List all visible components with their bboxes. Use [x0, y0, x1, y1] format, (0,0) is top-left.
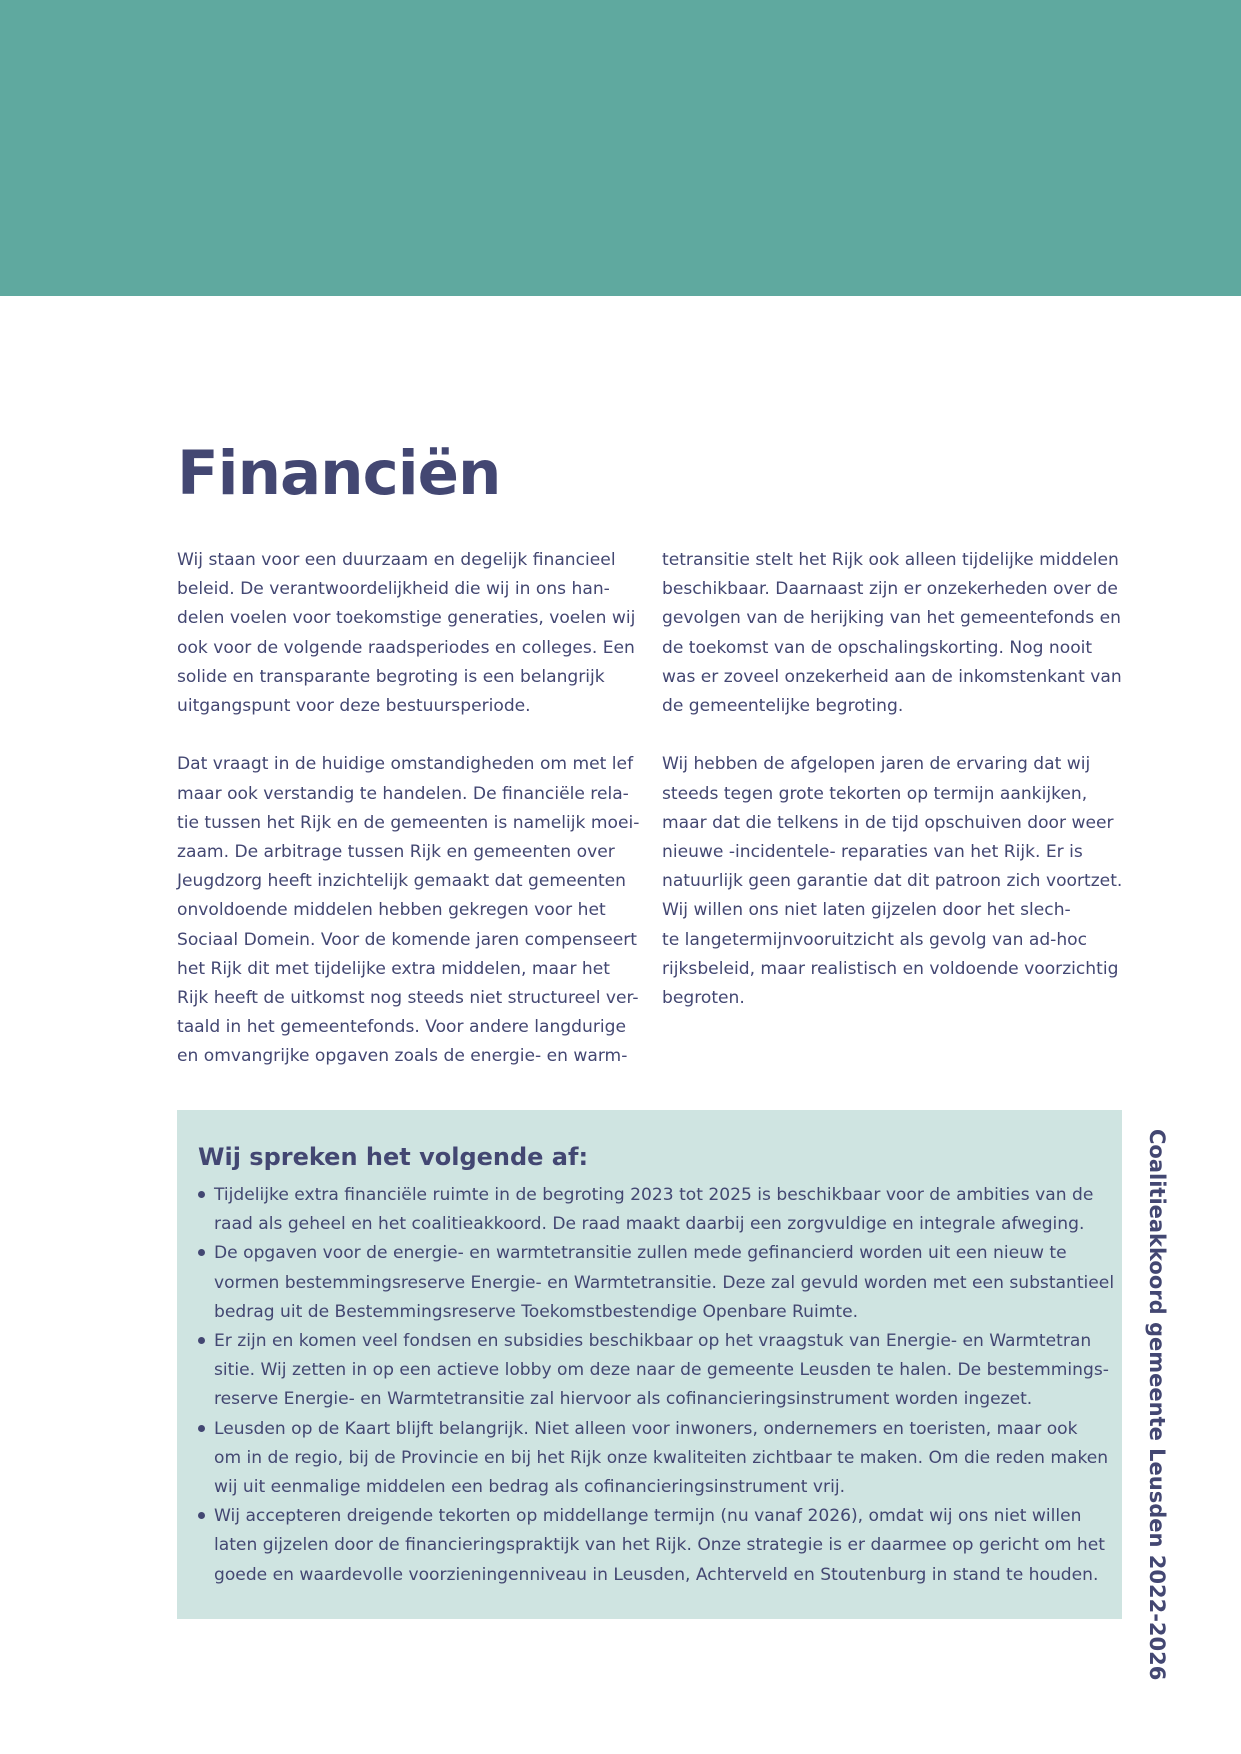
paragraph: [662, 546, 1122, 721]
text-line: De opgaven voor de energie- en warmtetransitie zullen mede gefinancierd worden uit een nieuw te: [214, 1243, 1067, 1264]
text-line: te langetermijnvooruitzicht als gevolg van ad-hoc: [662, 929, 1088, 950]
right-column: [662, 546, 1122, 1042]
text-line: laten gijzelen door de financieringspraktijk van het Rijk. Onze strategie is er daarmee op gericht om het: [214, 1535, 1105, 1556]
text-line: maar dat die telkens in de tijd opschuiven door weer: [662, 812, 1114, 833]
text-line: Wij hebben de afgelopen jaren de ervaring dat wij: [662, 754, 1091, 775]
text-line: het Rijk dit met tijdelijke extra middelen, maar het: [177, 958, 610, 979]
page-title: Financiën: [177, 438, 501, 509]
text-line: rijksbeleid, maar realistisch en voldoende voorzichtig: [662, 958, 1119, 979]
text-line: natuurlijk geen garantie dat dit patroon zich voortzet.: [662, 871, 1123, 892]
list-item: [198, 1327, 1114, 1415]
text-line: steeds tegen grote tekorten op termijn aankijken,: [662, 783, 1088, 804]
list-item: [198, 1239, 1114, 1327]
header-color-band: [0, 0, 1241, 296]
text-line: zaam. De arbitrage tussen Rijk en gemeenten over: [177, 842, 615, 863]
paragraph: [177, 750, 640, 1071]
text-line: Tijdelijke extra financiële ruimte in de begroting 2023 tot 2025 is beschikbaar voor de ambities van de: [214, 1185, 1094, 1205]
text-line: gevolgen van de herijking van het gemeentefonds en: [662, 608, 1121, 629]
document-title-vertical: Coalitieakkoord gemeente Leusden 2022-2026: [1145, 1129, 1169, 1681]
agreements-list: [198, 1181, 1114, 1590]
text-line: Er zijn en komen veel fondsen en subsidies beschikbaar op het vraagstuk van Energie- en Warmtetran: [214, 1331, 1092, 1352]
text-line: Wij staan voor een duurzaam en degelijk financieel: [177, 550, 616, 570]
text-line: bedrag uit de Bestemmingsreserve Toekomstbestendige Openbare Ruimte.: [214, 1301, 859, 1322]
text-line: nieuwe -incidentele- reparaties van het Rijk. Er is: [662, 842, 1083, 863]
agreements-heading: Wij spreken het volgende af:: [198, 1143, 589, 1171]
text-line: beleid. De verantwoordelijkheid die wij in ons han-: [177, 579, 610, 600]
text-line: goede en waardevolle voorzieningenniveau in Leusden, Achterveld en Stoutenburg in stand te houden.: [214, 1564, 1099, 1585]
text-line: Jeugdzorg heeft inzichtelijk gemaakt dat gemeenten: [177, 871, 626, 892]
bullet-icon: [198, 1337, 205, 1344]
text-line: de gemeentelijke begroting.: [662, 696, 904, 717]
paragraph: [177, 546, 637, 721]
text-line: solide en transparante begroting is een belangrijk: [177, 666, 605, 687]
text-line: beschikbaar. Daarnaast zijn er onzekerheden over de: [662, 579, 1118, 600]
list-item: [198, 1181, 1114, 1239]
body-columns: [177, 546, 1122, 1066]
text-line: Dat vraagt in de huidige omstandigheden om met lef: [177, 754, 634, 775]
bullet-icon: [198, 1249, 205, 1256]
text-line: onvoldoende middelen hebben gekregen voor het: [177, 900, 606, 921]
text-line: Wij willen ons niet laten gijzelen door het slech-: [662, 900, 1071, 921]
text-line: Sociaal Domein. Voor de komende jaren compenseert: [177, 929, 637, 950]
text-line: om in de regio, bij de Provincie en bij het Rijk onze kwaliteiten zichtbaar te maken. Om die reden maken: [214, 1447, 1109, 1468]
text-line: reserve Energie- en Warmtetransitie zal hiervoor als cofinancieringsinstrument worden ingezet.: [214, 1389, 1033, 1410]
left-column: [177, 546, 640, 1101]
bullet-icon: [198, 1191, 205, 1198]
side-label: [1131, 1129, 1171, 1681]
bullet-icon: [198, 1512, 205, 1519]
paragraph: [662, 750, 1122, 1013]
text-line: was er zoveel onzekerheid aan de inkomstenkant van: [662, 666, 1122, 687]
list-item: [198, 1415, 1114, 1503]
text-line: sitie. Wij zetten in op een actieve lobby om deze naar de gemeente Leusden te halen. De bestemmings-: [214, 1360, 1109, 1381]
text-line: ook voor de volgende raadsperiodes en colleges. Een: [177, 637, 635, 658]
text-line: wij uit eenmalige middelen een bedrag als cofinancieringsinstrument vrij.: [214, 1477, 846, 1498]
text-line: maar ook verstandig te handelen. De financiële rela-: [177, 783, 629, 804]
text-line: uitgangspunt voor deze bestuursperiode.: [177, 696, 531, 717]
text-line: vormen bestemmingsreserve Energie- en Warmtetransitie. Deze zal gevuld worden met een substantieel: [214, 1272, 1115, 1293]
text-line: delen voelen voor toekomstige generaties, voelen wij: [177, 608, 636, 629]
agreements-box: [177, 1110, 1122, 1619]
text-line: Wij accepteren dreigende tekorten op middellange termijn (nu vanaf 2026), omdat wij ons niet willen: [214, 1506, 1082, 1527]
bullet-icon: [198, 1425, 205, 1432]
list-item: [198, 1502, 1114, 1590]
text-line: en omvangrijke opgaven zoals de energie- en warm-: [177, 1046, 628, 1067]
text-line: Rijk heeft de uitkomst nog steeds niet structureel ver-: [177, 988, 639, 1009]
text-line: tie tussen het Rijk en de gemeenten is namelijk moei-: [177, 812, 640, 833]
text-line: tetransitie stelt het Rijk ook alleen tijdelijke middelen: [662, 550, 1119, 570]
text-line: begroten.: [662, 988, 745, 1009]
text-line: Leusden op de Kaart blijft belangrijk. Niet alleen voor inwoners, ondernemers en toeristen, maar ook: [214, 1418, 1078, 1439]
text-line: raad als geheel en het coalitieakkoord. De raad maakt daarbij een zorgvuldige en integrale afweging.: [214, 1214, 1085, 1235]
text-line: taald in het gemeentefonds. Voor andere langdurige: [177, 1017, 626, 1038]
text-line: de toekomst van de opschalingskorting. Nog nooit: [662, 637, 1093, 658]
